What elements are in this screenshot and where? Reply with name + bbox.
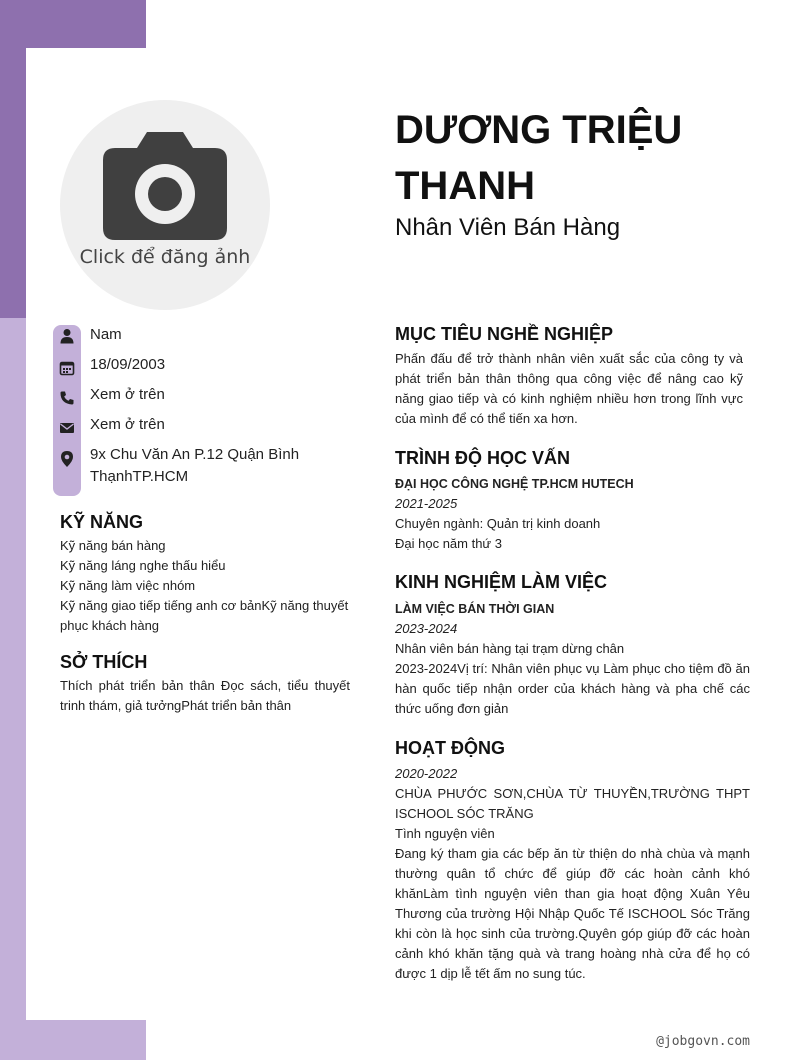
objective-text: Phấn đấu để trở thành nhân viên xuất sắc của công ty và phát triển bản thân thông qua công việc để nâng cao kỹ năng giao tiếp và có kinh nghiệm nhiều hơn trong lĩnh vực của mình để có thể tiến xa hơn.: [395, 351, 743, 426]
email-icon: [59, 420, 75, 436]
skills-heading: KỸ NĂNG: [60, 512, 144, 532]
hobbies-heading: SỞ THÍCH: [60, 652, 148, 672]
objective-heading: MỤC TIÊU NGHỀ NGHIỆP: [395, 324, 614, 344]
location-pin-icon: [59, 450, 75, 468]
contact-gender: Nam: [90, 326, 122, 343]
education-heading: TRÌNH ĐỘ HỌC VẤN: [395, 448, 570, 468]
decor-band-bottom: [0, 1020, 146, 1060]
calendar-icon: [59, 360, 75, 376]
contact-birthday: 18/09/2003: [90, 356, 166, 373]
experience-detail: 2023-2024Vị trí: Nhân viên phục vụ Làm phục cho tiệm đồ ăn hàn quốc tiếp nhận order của khách hàng và pha chế các thức uống đơn giản: [395, 661, 750, 716]
activities-heading: HOẠT ĐỘNG: [395, 738, 505, 758]
activities-detail: Đang ký tham gia các bếp ăn từ thiện do nhà chùa và mạnh thường quân tổ chức để giúp đỡ các hoàn cảnh khó khănLàm tình nguyện viên than gia hoạt động Xuân Yêu Thương của trường Hội Nhập Quốc Tế ISCHOOL Sóc Trăng khi còn là học sinh của trường.Quyên góp giúp đỡ các hoàn cảnh khó khăn tặng quà và trang hoàng nhà cửa để họ có được 1 dịp lễ tết ấm no sung túc.: [395, 846, 750, 981]
education-year: Đại học năm thứ 3: [395, 536, 502, 551]
contact-icon-bar: [53, 325, 81, 496]
decor-band-side: [0, 318, 26, 1060]
person-icon: [59, 328, 75, 344]
experience-position: LÀM VIỆC BÁN THỜI GIAN: [395, 602, 555, 616]
hobbies-text: Thích phát triển bản thân Đọc sách, tiểu thuyết trinh thám, giả tưởngPhát triển bản thân: [60, 678, 350, 713]
watermark: @jobgovn.com: [656, 1034, 750, 1049]
photo-upload-label: Click để đăng ảnh: [79, 246, 251, 268]
candidate-name: DƯƠNG TRIỆU THANH: [395, 108, 683, 208]
skill-item: Kỹ năng làm việc nhóm: [60, 578, 196, 593]
contact-phone: Xem ở trên: [90, 386, 165, 403]
education-period: 2021-2025: [395, 496, 458, 511]
camera-icon: [103, 130, 227, 240]
education-school: ĐẠI HỌC CÔNG NGHỆ TP.HCM HUTECH: [395, 477, 634, 491]
contact-email: Xem ở trên: [90, 416, 165, 433]
phone-icon: [59, 390, 75, 406]
activities-org: CHÙA PHƯỚC SƠN,CHÙA TỪ THUYỀN,TRƯỜNG THPT ISCHOOL SÓC TRĂNG: [395, 786, 750, 821]
activities-period: 2020-2022: [395, 766, 458, 781]
skill-item: Kỹ năng bán hàng: [60, 538, 166, 553]
activities-role: Tình nguyện viên: [395, 826, 495, 841]
experience-heading: KINH NGHIỆM LÀM VIỆC: [395, 572, 608, 592]
education-major: Chuyên ngành: Quản trị kinh doanh: [395, 516, 601, 531]
skill-item: Kỹ năng láng nghe thấu hiểu: [60, 558, 226, 573]
experience-line: Nhân viên bán hàng tại trạm dừng chân: [395, 641, 625, 656]
job-title: Nhân Viên Bán Hàng: [395, 214, 621, 241]
contact-address: 9x Chu Văn An P.12 Quận Bình ThạnhTP.HCM: [90, 446, 300, 485]
skill-item: Kỹ năng giao tiếp tiếng anh cơ bảnKỹ năng thuyết phục khách hàng: [60, 598, 349, 633]
profile-photo-upload[interactable]: [60, 100, 270, 310]
experience-period: 2023-2024: [395, 621, 458, 636]
